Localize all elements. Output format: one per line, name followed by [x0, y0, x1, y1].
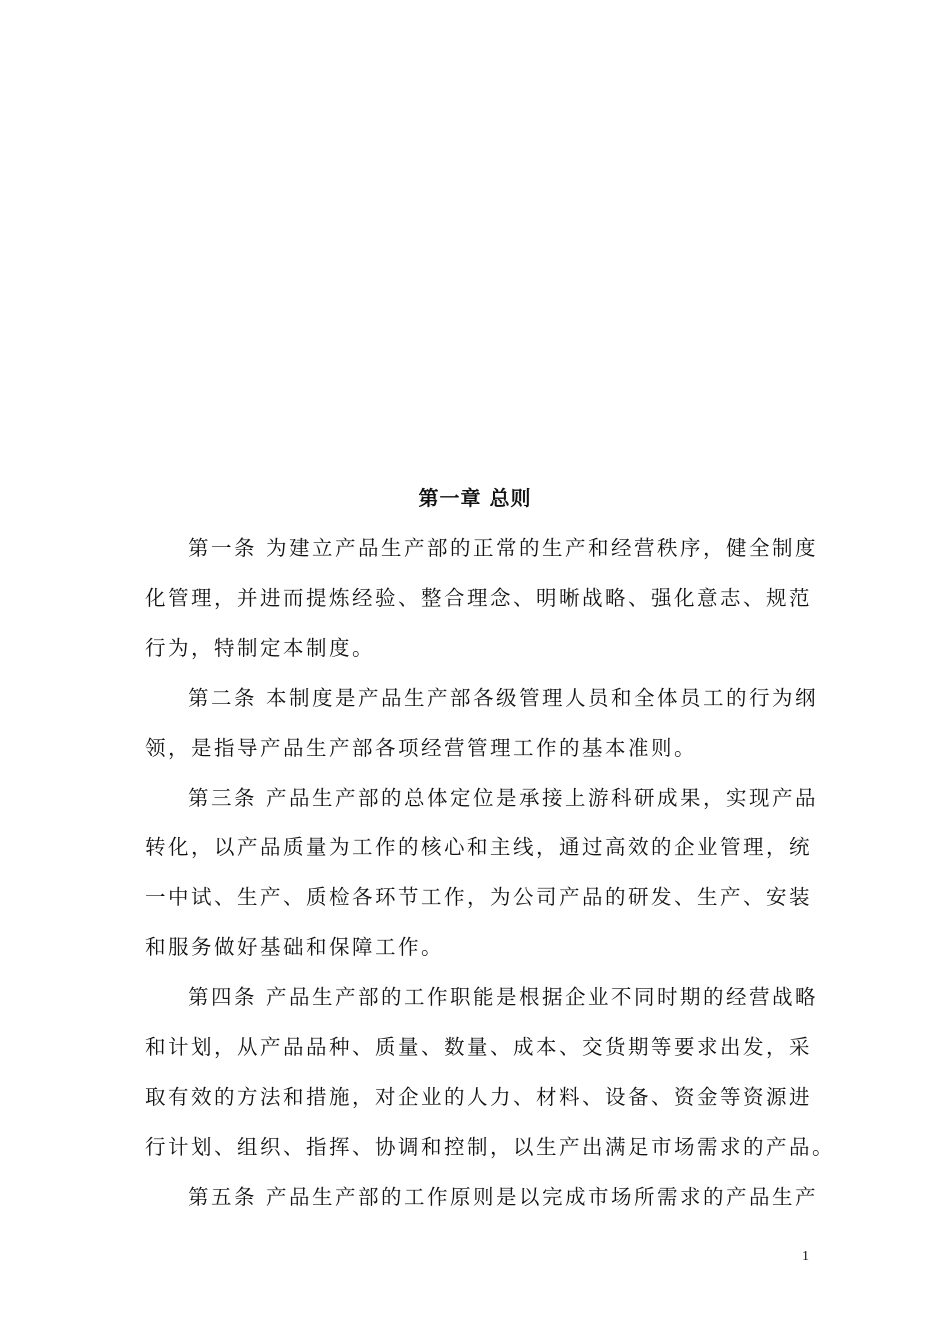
- article-4-line-1: 第四条 产品生产部的工作职能是根据企业不同时期的经营战略: [188, 985, 819, 1009]
- article-1-line-2: 化管理，并进而提炼经验、整合理念、明晰战略、强化意志、规范: [145, 586, 812, 610]
- article-4-line-3: 取有效的方法和措施，对企业的人力、材料、设备、资金等资源进: [145, 1085, 812, 1109]
- article-2-line-2: 领，是指导产品生产部各项经营管理工作的基本准则。: [145, 736, 697, 760]
- article-2-line-1: 第二条 本制度是产品生产部各级管理人员和全体员工的行为纲: [188, 686, 819, 710]
- chapter-title: 第一章 总则: [418, 486, 532, 510]
- article-3-line-1: 第三条 产品生产部的总体定位是承接上游科研成果，实现产品: [188, 786, 819, 810]
- article-1-line-3: 行为，特制定本制度。: [145, 636, 375, 660]
- article-4-line-4: 行计划、组织、指挥、协调和控制，以生产出满足市场需求的产品。: [145, 1135, 835, 1159]
- article-3-line-4: 和服务做好基础和保障工作。: [145, 935, 444, 959]
- article-5-line-1: 第五条 产品生产部的工作原则是以完成市场所需求的产品生产: [188, 1185, 819, 1209]
- page-number: 1: [802, 1249, 809, 1264]
- article-3-line-2: 转化，以产品质量为工作的核心和主线，通过高效的企业管理，统: [145, 835, 812, 859]
- article-3-line-3: 一中试、生产、质检各环节工作，为公司产品的研发、生产、安装: [145, 885, 812, 909]
- article-1-line-1: 第一条 为建立产品生产部的正常的生产和经营秩序，健全制度: [188, 536, 819, 560]
- article-4-line-2: 和计划，从产品品种、质量、数量、成本、交货期等要求出发，采: [145, 1035, 812, 1059]
